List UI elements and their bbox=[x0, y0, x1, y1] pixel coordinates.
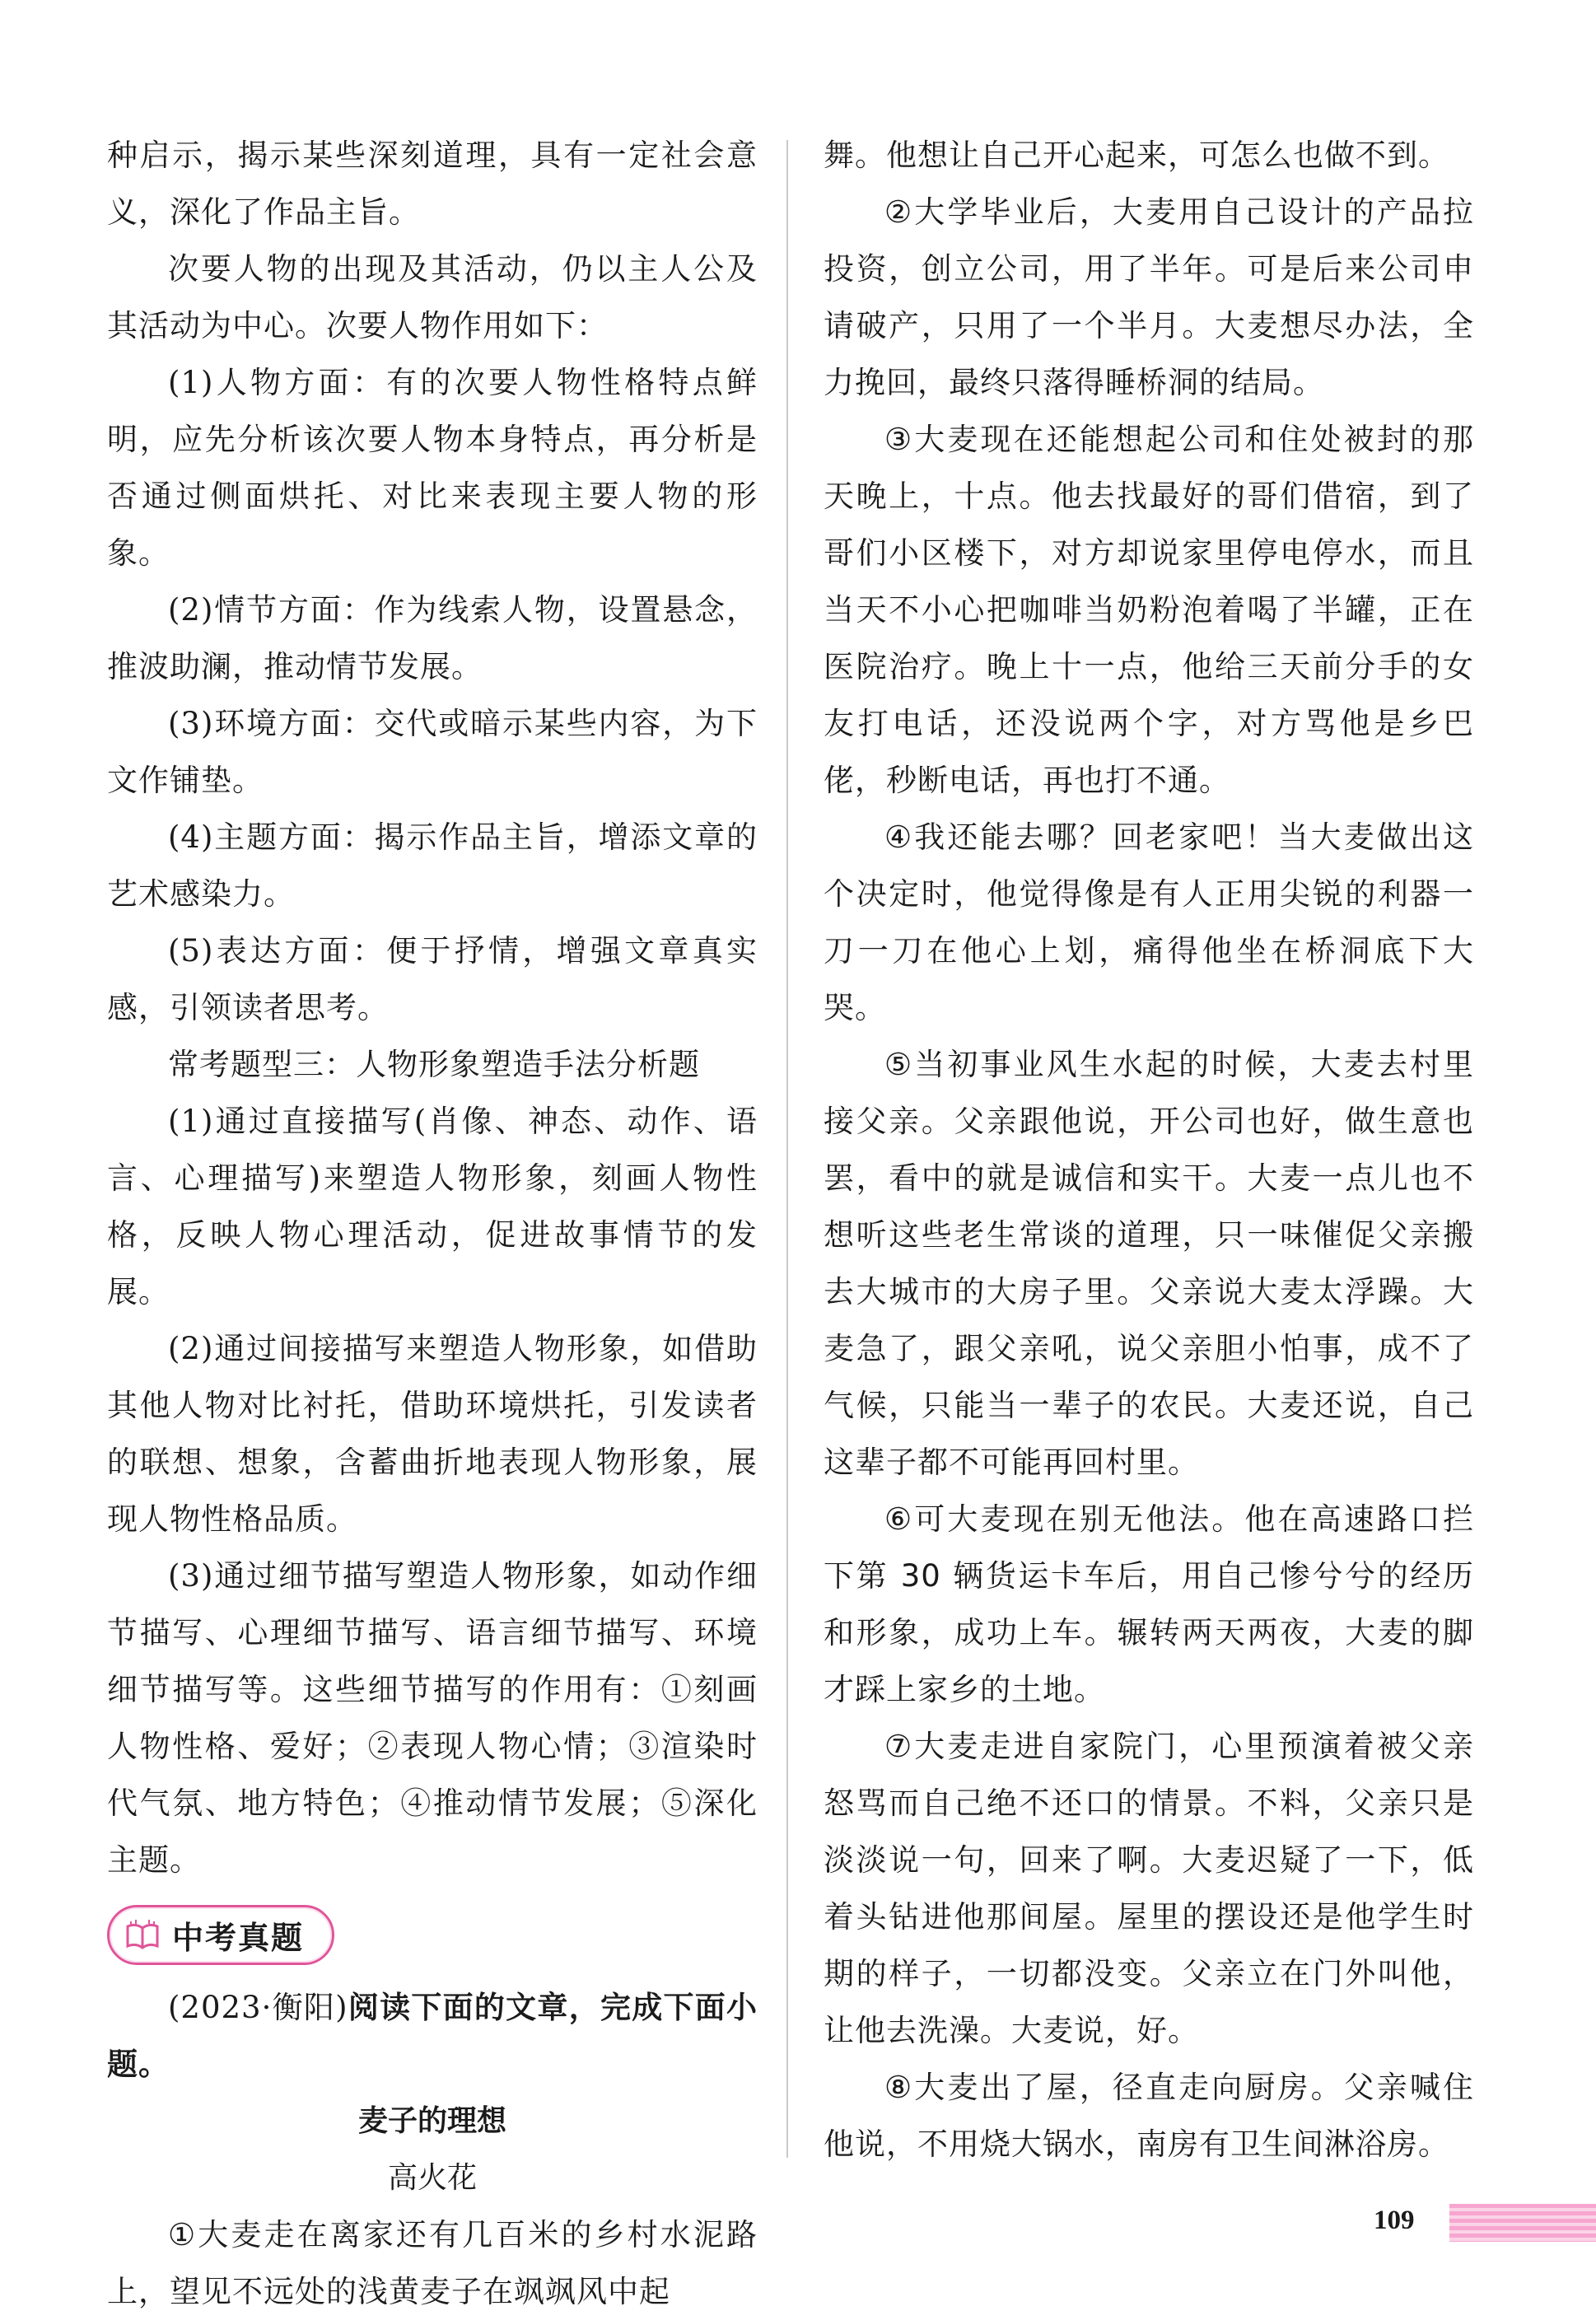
story-paragraph: ⑤当初事业风生水起的时候，大麦去村里接父亲。父亲跟他说，开公司也好，做生意也罢，看中的就是诚信和实干。大麦一点儿也不想听这些老生常谈的道理，只一味催促父亲搬去大城市的大房子里。父亲说大麦太浮躁。大麦急了，跟父亲吼，说父亲胆小怕事，成不了气候，只能当一辈子的农民。大麦还说，自己这辈子都不可能再回村里。 bbox=[824, 1047, 1474, 1480]
badge-label: 中考真题 bbox=[172, 1920, 305, 1956]
story-paragraph: ⑧大麦出了屋，径直走向厨房。父亲喊住他说，不用烧大锅水，南房有卫生间淋浴房。 bbox=[824, 2070, 1474, 2162]
page-number: 109 bbox=[1374, 2206, 1415, 2235]
open-book-icon bbox=[124, 1920, 161, 1951]
paragraph: (1)人物方面：有的次要人物性格特点鲜明，应先分析该次要人物本身特点，再分析是否通过侧面烘托、对比来表现主要人物的形象。 bbox=[107, 365, 758, 571]
question-instruction bbox=[107, 1979, 758, 2093]
paragraph: (4)主题方面：揭示作品主旨，增添文章的艺术感染力。 bbox=[107, 819, 758, 912]
story-title: 麦子的理想 bbox=[357, 2104, 506, 2138]
story-paragraph: 舞。他想让自己开心起来，可怎么也做不到。 bbox=[824, 138, 1449, 173]
column-divider bbox=[786, 140, 788, 2158]
left-column bbox=[107, 127, 758, 2320]
paragraph: 种启示，揭示某些深刻道理，具有一定社会意义，深化了作品主旨。 bbox=[107, 138, 758, 230]
story-author: 高火花 bbox=[387, 2161, 477, 2195]
story-paragraph: ③大麦现在还能想起公司和住处被封的那天晚上，十点。他去找最好的哥们借宿，到了哥们小区楼下，对方却说家里停电停水，而且当天不小心把咖啡当奶粉泡着喝了半罐，正在医院治疗。晚上十一点，他给三天前分手的女友打电话，还没说两个字，对方骂他是乡巴佬，秒断电话，再也打不通。 bbox=[824, 422, 1474, 798]
paragraph: (2)情节方面：作为线索人物，设置悬念，推波助澜，推动情节发展。 bbox=[107, 592, 758, 684]
story-paragraph: ⑦大麦走进自家院门，心里预演着被父亲怒骂而自己绝不还口的情景。不料，父亲只是淡淡说一句，回来了啊。大麦迟疑了一下，低着头钻进他那间屋。屋里的摆设还是他学生时期的样子，一切都没变。父亲立在门外叫他，让他去洗澡。大麦说，好。 bbox=[824, 1729, 1474, 2048]
section-heading: 常考题型三：人物形象塑造手法分析题 bbox=[168, 1047, 700, 1082]
exam-badge bbox=[107, 1905, 334, 1965]
story-paragraph: ⑥可大麦现在别无他法。他在高速路口拦下第 30 辆货运卡车后，用自己惨兮兮的经历和形象，成功上车。辗转两天两夜，大麦的脚才踩上家乡的土地。 bbox=[824, 1501, 1474, 1707]
story-paragraph: ①大麦走在离家还有几百米的乡村水泥路上，望见不远处的浅黄麦子在飒飒风中起 bbox=[107, 2217, 758, 2309]
paragraph: (2)通过间接描写来塑造人物形象，如借助其他人物对比衬托，借助环境烘托，引发读者的联想、想象，含蓄曲折地表现人物形象，展现人物性格品质。 bbox=[107, 1331, 758, 1537]
paragraph: (3)通过细节描写塑造人物形象，如动作细节描写、心理细节描写、语言细节描写、环境细节描写等。这些细节描写的作用有：①刻画人物性格、爱好；②表现人物心情；③渲染时代气氛、地方特色；④推动情节发展；⑤深化主题。 bbox=[107, 1558, 758, 1878]
right-column bbox=[824, 127, 1474, 2173]
paragraph: (3)环境方面：交代或暗示某些内容，为下文作铺垫。 bbox=[107, 706, 758, 798]
paragraph: (5)表达方面：便于抒情，增强文章真实感，引领读者思考。 bbox=[107, 933, 758, 1025]
story-paragraph: ②大学毕业后，大麦用自己设计的产品拉投资，创立公司，用了半年。可是后来公司申请破产，只用了一个半月。大麦想尽办法，全力挽回，最终只落得睡桥洞的结局。 bbox=[824, 194, 1474, 400]
paragraph: (1)通过直接描写(肖像、神态、动作、语言、心理描写)来塑造人物形象，刻画人物性格，反映人物心理活动，促进故事情节的发展。 bbox=[107, 1104, 758, 1309]
story-paragraph: ④我还能去哪？回老家吧！当大麦做出这个决定时，他觉得像是有人正用尖锐的利器一刀一刀在他心上划，痛得他坐在桥洞底下大哭。 bbox=[824, 819, 1474, 1025]
instruction-text: 阅读下面的文章，完成下面小题。 bbox=[107, 1990, 758, 2082]
source-label: (2023·衡阳) bbox=[168, 1990, 348, 2025]
page-decoration-bar bbox=[1449, 2204, 1596, 2242]
exam-badge-row bbox=[107, 1905, 758, 1969]
paragraph: 次要人物的出现及其活动，仍以主人公及其活动为中心。次要人物作用如下： bbox=[107, 251, 758, 343]
